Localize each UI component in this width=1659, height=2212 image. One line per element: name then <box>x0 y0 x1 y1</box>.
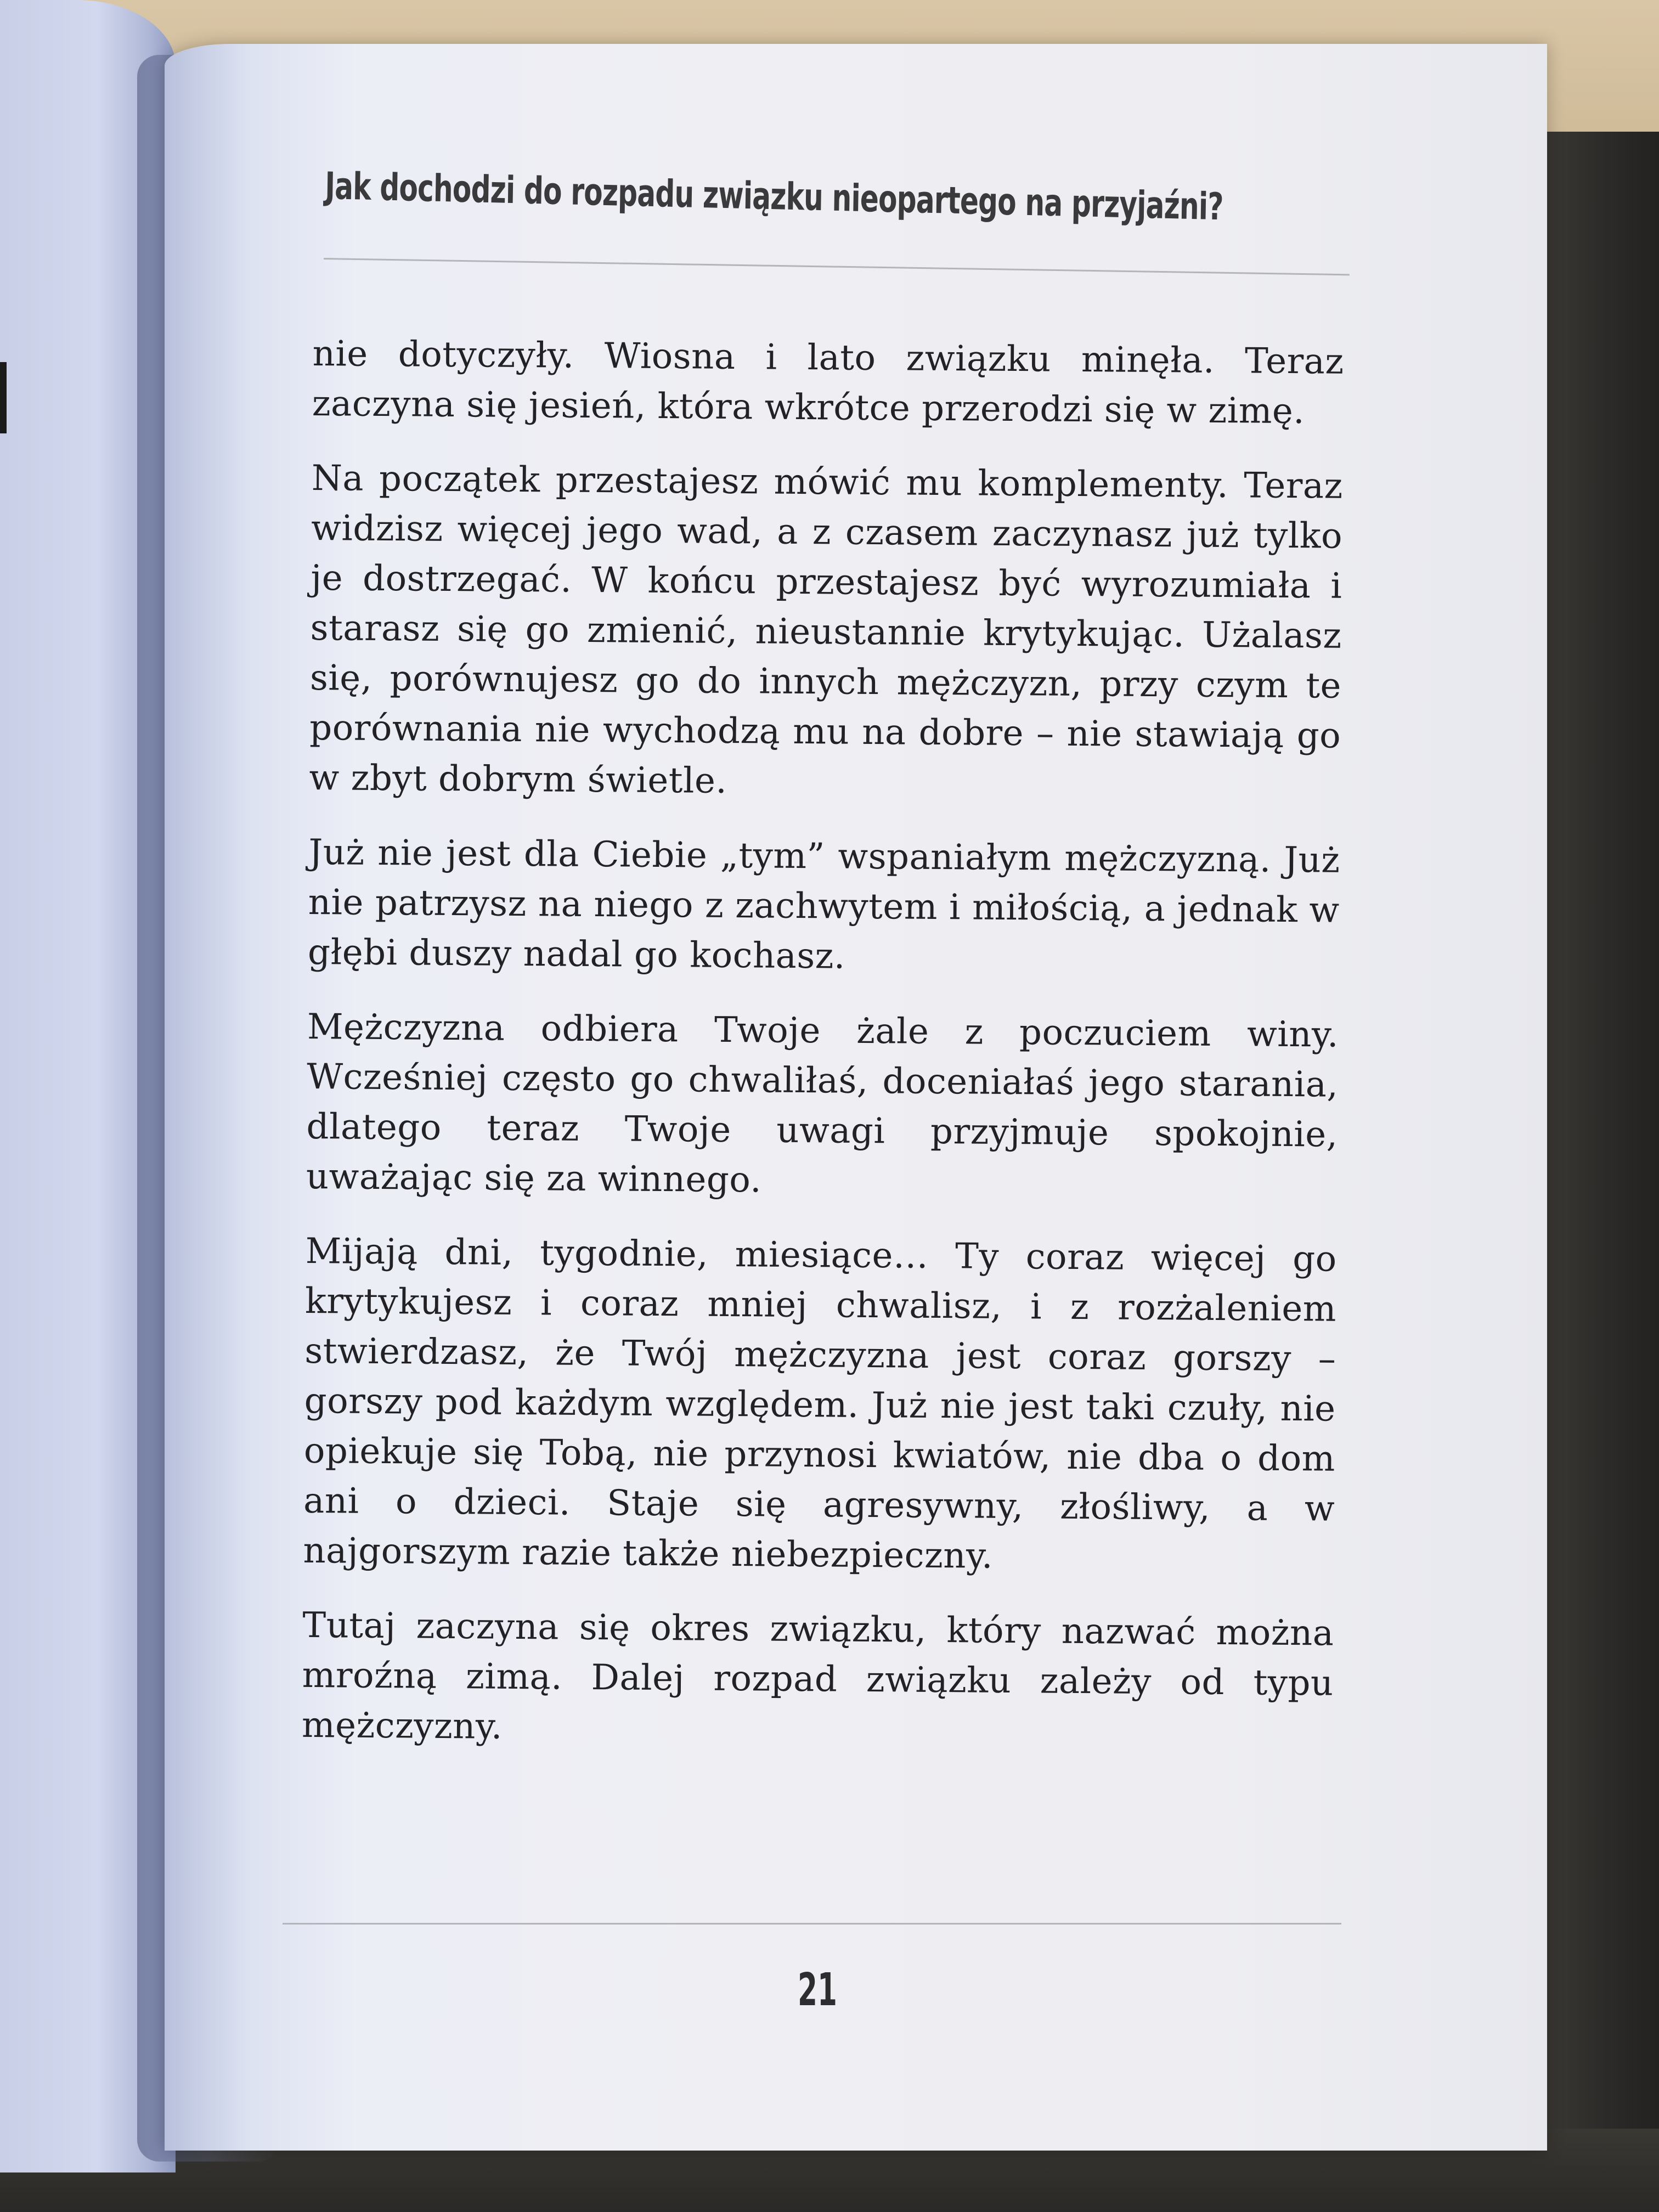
paragraph-4: Mężczyzna odbiera Twoje żale z poczuciem winy. Wcześniej często go chwaliłaś, doceniałaś jego starania, dlatego teraz Twoje uwagi przyjmuje spokojnie, uważając się za winnego. <box>306 1006 1339 1201</box>
paragraph-1: nie dotyczyły. Wiosna i lato związku minęła. Teraz zaczyna się jesień, która wkrótce przerodzi się w zimę. <box>312 333 1344 432</box>
footer-rule <box>283 1923 1341 1925</box>
page-number: 21 <box>798 1964 837 2016</box>
paragraph-6: Tutaj zaczyna się okres związku, który nazwać można mroźną zimą. Dalej rozpad związku zależy od typu mężczyzny. <box>301 1605 1334 1747</box>
paragraph-2: Na początek przestajesz mówić mu komplementy. Teraz widzisz więcej jego wad, a z czasem zaczynasz już tylko je dostrzegać. W końcu przestajesz być wyrozumiała i starasz się go zmienić, nieustannie krytykując. Użalasz się, porównujesz go do innych mężczyzn, przy czym te porównania nie wychodzą mu na dobre – nie stawiają go w zbyt dobrym świetle. <box>309 458 1344 802</box>
paragraph-5: Mijają dni, tygodnie, miesiące… Ty coraz więcej go krytykujesz i coraz mniej chwalisz, i z rozżaleniem stwierdzasz, że Twój mężczyzna jest coraz gorszy – gorszy pod każdym względem. Już nie jest taki czuły, nie opiekuje się Tobą, nie przynosi kwiatów, nie dba o dom ani o dzieci. Staje się agresywny, złośliwy, a w najgorszym razie także niebezpieczny. <box>303 1231 1338 1577</box>
body-text <box>301 329 1344 1784</box>
left-page-print-mark <box>0 362 7 433</box>
running-head: Jak dochodzi do rozpadu związku nieopartego na przyjaźni? <box>324 165 1224 229</box>
desk-edge-right <box>1536 132 1659 2212</box>
paragraph-3: Już nie jest dla Ciebie „tym” wspaniałym mężczyzną. Już nie patrzysz na niego z zachwytem i miłością, a jednak w głębi duszy nadal go kochasz. <box>307 832 1340 977</box>
